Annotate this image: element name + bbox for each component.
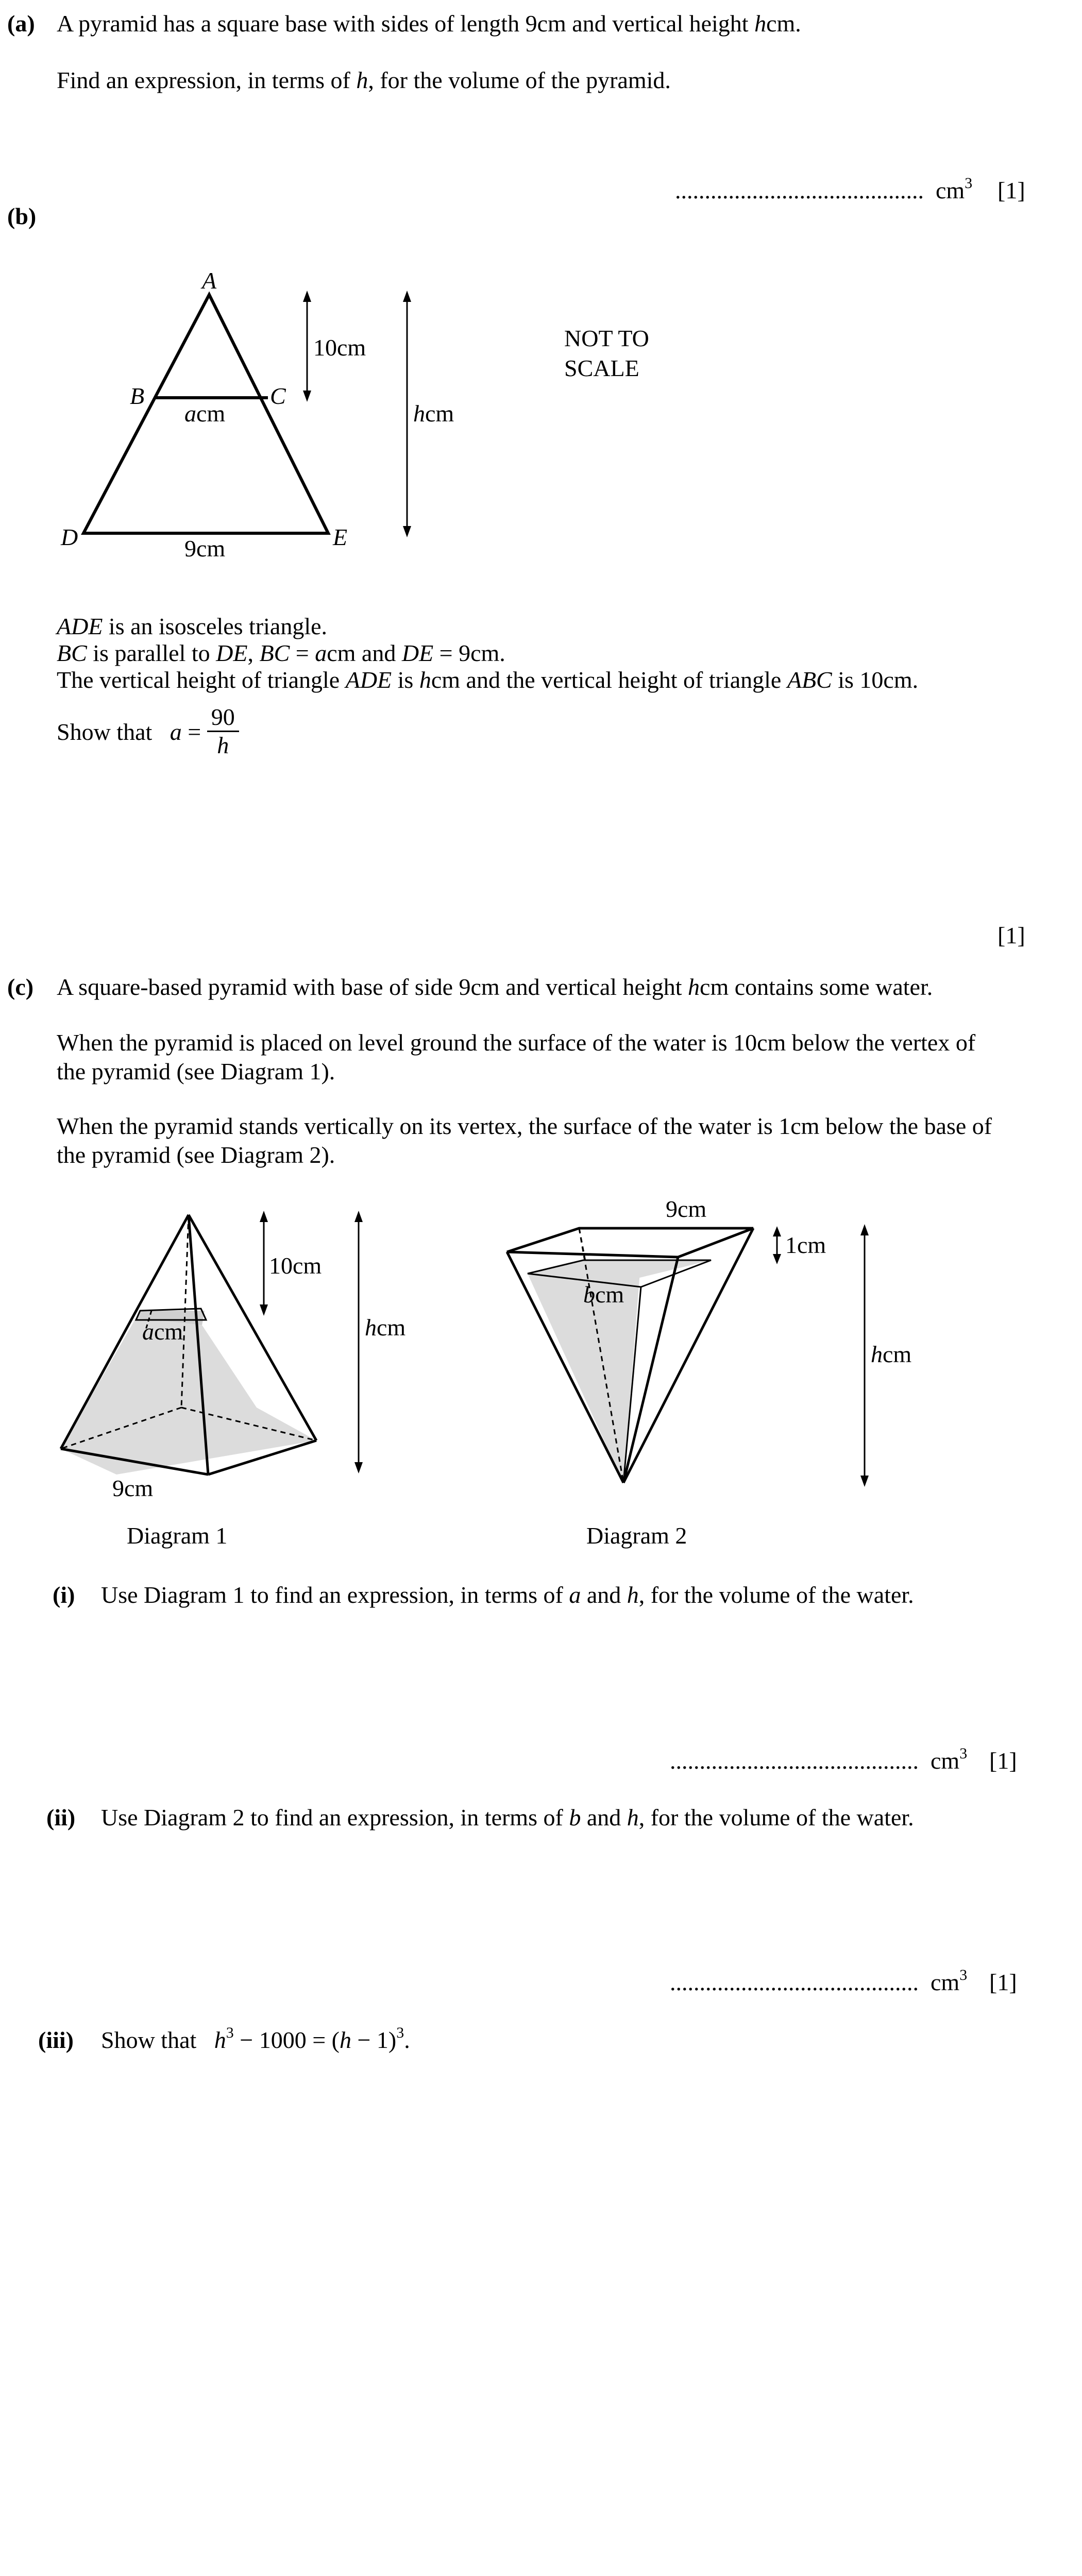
point-d-label: D xyxy=(61,524,78,550)
point-a-label: A xyxy=(202,267,217,294)
triangle-diagram xyxy=(0,0,1082,592)
part-c-intro: A square-based pyramid with base of side 9cm and vertical height hcm contains some water. xyxy=(57,974,933,1000)
diagram-1-a-label: acm xyxy=(142,1318,183,1345)
diagram-2-b-label: bcm xyxy=(583,1281,624,1308)
diagram-2-h-label: hcm xyxy=(871,1341,912,1367)
part-c-label: (c) xyxy=(7,974,34,1000)
part-b-statement-2: BC is parallel to DE, BC = acm and DE = 9cm. xyxy=(57,640,505,666)
part-b-statement-1: ADE is an isosceles triangle. xyxy=(57,613,328,639)
part-b-label: (b) xyxy=(7,203,37,229)
part-c-para3-line1: When the pyramid stands vertically on its vertex, the surface of the water is 1cm below the base of xyxy=(57,1113,992,1139)
diagram-1-h-label: hcm xyxy=(365,1314,406,1341)
part-b-show-that: Show that a = $\frac{90}{h}$ xyxy=(57,707,239,762)
not-to-scale-note: NOT TO xyxy=(564,325,649,351)
part-c-para2-line2: the pyramid (see Diagram 1). xyxy=(57,1058,335,1084)
point-e-label: E xyxy=(333,524,348,550)
not-to-scale-note-2: SCALE xyxy=(564,355,639,381)
part-c-para3-line2: the pyramid (see Diagram 2). xyxy=(57,1142,335,1168)
de-label: 9cm xyxy=(184,535,226,562)
diagram-2-pyramid xyxy=(507,1224,869,1487)
part-c-ii-marks: [1] xyxy=(989,1969,1017,1995)
part-a-instruction: Find an expression, in terms of h, for the volume of the pyramid. xyxy=(57,67,671,93)
diagram-1-10cm-label: 10cm xyxy=(269,1252,322,1279)
part-c-ii-question: Use Diagram 2 to find an expression, in terms of b and h, for the volume of the water. xyxy=(101,1804,914,1831)
part-a-answer-line[interactable]: .......................................... $cm^3$ xyxy=(675,175,973,204)
part-c-i-marks: [1] xyxy=(989,1748,1017,1774)
diagram-2-top-label: 9cm xyxy=(666,1196,707,1222)
point-c-label: C xyxy=(270,383,286,409)
part-a-question: A pyramid has a square base with sides of length 9cm and vertical height hcm. xyxy=(57,10,801,37)
part-b-statement-3: The vertical height of triangle ADE is hcm and the vertical height of triangle ABC is 10cm. xyxy=(57,667,919,693)
fraction-90-over-h: $\frac{90}{h}$ xyxy=(207,704,239,759)
part-b-marks: [1] xyxy=(998,922,1025,948)
diagram-2-gap-label: 1cm xyxy=(785,1232,826,1258)
diagram-1-base-label: 9cm xyxy=(112,1475,154,1501)
height-abc-label: 10cm xyxy=(313,334,366,361)
diagram-1-pyramid xyxy=(61,1211,363,1475)
part-c-ii-answer-line[interactable]: .......................................... $cm^3$ xyxy=(670,1967,968,1995)
height-h-label: hcm xyxy=(413,400,454,427)
diagram-1-caption: Diagram 1 xyxy=(127,1522,228,1549)
part-c-iii-question: Show that $h^3 - 1000 = (h - 1)^3$. xyxy=(101,2024,410,2053)
part-c-i-question: Use Diagram 1 to find an expression, in terms of a and h, for the volume of the water. xyxy=(101,1582,914,1608)
bc-label: acm xyxy=(184,400,226,427)
pyramid-diagrams xyxy=(0,1185,1082,1587)
part-c-iii-label: (iii) xyxy=(38,2027,74,2053)
part-c-para2-line1: When the pyramid is placed on level ground the surface of the water is 10cm below the vertex of xyxy=(57,1029,976,1056)
part-c-ii-label: (ii) xyxy=(46,1804,76,1831)
diagram-2-caption: Diagram 2 xyxy=(586,1522,687,1549)
point-b-label: B xyxy=(130,383,145,409)
part-c-i-label: (i) xyxy=(53,1582,75,1608)
part-a-label: (a) xyxy=(7,10,35,37)
part-a-marks: [1] xyxy=(998,177,1025,204)
part-c-i-answer-line[interactable]: .......................................... $cm^3$ xyxy=(670,1745,968,1774)
